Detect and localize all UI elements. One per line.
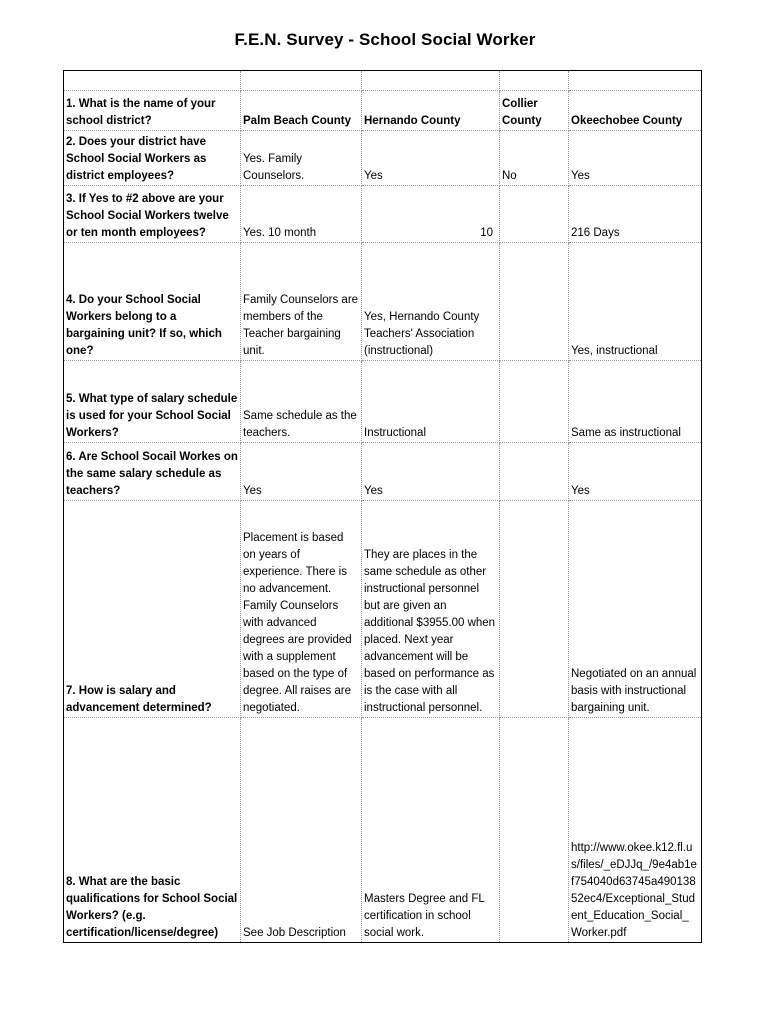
answer-cell xyxy=(500,443,569,501)
answer-cell: Same schedule as the teachers. xyxy=(241,361,362,443)
answer-cell: Negotiated on an annual basis with instructional bargaining unit. xyxy=(569,501,702,718)
answer-link[interactable]: http://www.okee.k12.fl.us/files/_eDJJq_/9e4ab1ef754040d63745a49013852ec4/Exceptional_Student_Education_Social_Worker.pdf xyxy=(569,718,702,943)
answer-cell: Yes, Hernando County Teachers' Association (instructional) xyxy=(362,243,500,361)
question-7: 7. How is salary and advancement determined? xyxy=(64,501,241,718)
answer-cell: Yes xyxy=(569,443,702,501)
table-row xyxy=(64,443,702,501)
answer-cell: 216 Days xyxy=(569,186,702,243)
answer-cell: Yes xyxy=(241,443,362,501)
spacer-row xyxy=(64,71,702,91)
answer-cell: Yes. Family Counselors. xyxy=(241,131,362,186)
table-row xyxy=(64,361,702,443)
question-3: 3. If Yes to #2 above are your School Social Workers twelve or ten month employees? xyxy=(64,186,241,243)
answer-cell: Yes. 10 month xyxy=(241,186,362,243)
answer-cell: 10 xyxy=(362,186,500,243)
answer-cell: Family Counselors are members of the Teacher bargaining unit. xyxy=(241,243,362,361)
answer-cell: Masters Degree and FL certification in school social work. xyxy=(362,718,500,943)
answer-cell: Yes xyxy=(362,131,500,186)
survey-table xyxy=(63,70,702,943)
answer-cell xyxy=(500,243,569,361)
answer-cell: They are places in the same schedule as other instructional personnel but are given an additional $3955.00 when placed. Next year advancement will be based on performance as is the case with all instructional personnel. xyxy=(362,501,500,718)
table-row xyxy=(64,131,702,186)
question-6: 6. Are School Socail Workes on the same salary schedule as teachers? xyxy=(64,443,241,501)
answer-cell xyxy=(500,718,569,943)
answer-cell xyxy=(500,186,569,243)
district-collier: Collier County xyxy=(500,91,569,131)
district-palm-beach: Palm Beach County xyxy=(241,91,362,131)
district-hernando: Hernando County xyxy=(362,91,500,131)
table-row xyxy=(64,718,702,943)
question-8: 8. What are the basic qualifications for School Social Workers? (e.g. certification/license/degree) xyxy=(64,718,241,943)
answer-cell: Instructional xyxy=(362,361,500,443)
header-row xyxy=(64,91,702,131)
question-5: 5. What type of salary schedule is used for your School Social Workers? xyxy=(64,361,241,443)
answer-cell: See Job Description xyxy=(241,718,362,943)
district-okeechobee: Okeechobee County xyxy=(569,91,702,131)
answer-cell: Placement is based on years of experience. There is no advancement. Family Counselors with advanced degrees are provided with a supplement based on the type of degree. All raises are negotiated. xyxy=(241,501,362,718)
question-2: 2. Does your district have School Social Workers as district employees? xyxy=(64,131,241,186)
table-row xyxy=(64,501,702,718)
page-title: F.E.N. Survey - School Social Worker xyxy=(234,30,536,49)
answer-cell xyxy=(500,361,569,443)
answer-cell: Yes xyxy=(569,131,702,186)
answer-cell: Same as instructional xyxy=(569,361,702,443)
table-row xyxy=(64,186,702,243)
answer-cell xyxy=(500,501,569,718)
answer-cell: Yes, instructional xyxy=(569,243,702,361)
answer-cell: Yes xyxy=(362,443,500,501)
question-1: 1. What is the name of your school district? xyxy=(64,91,241,131)
answer-cell: No xyxy=(500,131,569,186)
table-row xyxy=(64,243,702,361)
question-4: 4. Do your School Social Workers belong to a bargaining unit? If so, which one? xyxy=(64,243,241,361)
